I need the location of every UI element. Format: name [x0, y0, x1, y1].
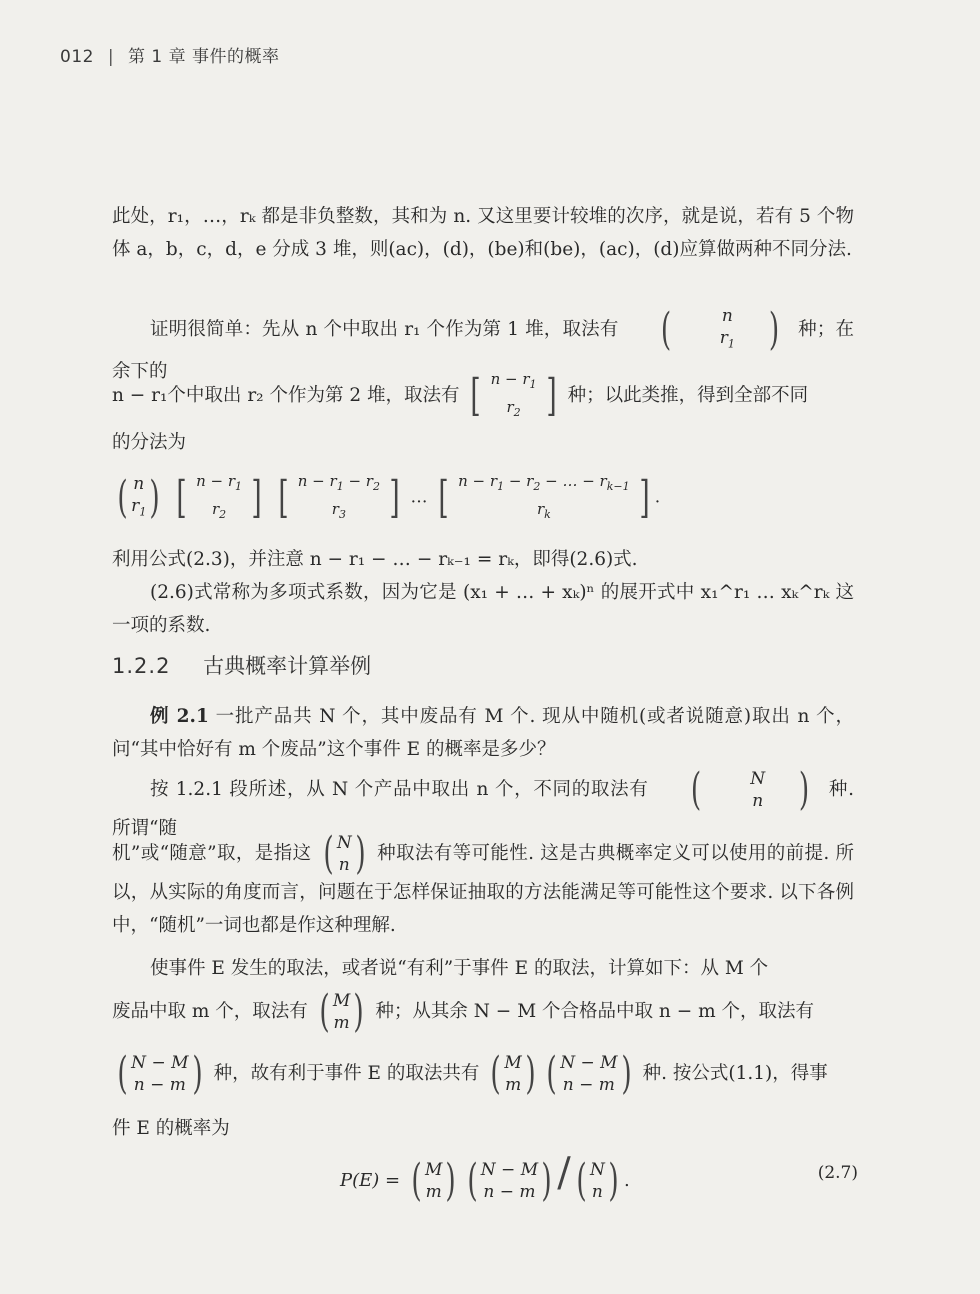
running-header — [60, 42, 280, 67]
binomial-NM-nm-2: ( N − M n − m ) — [546, 1048, 632, 1099]
paragraph-proof-3: 的分法为 — [112, 432, 187, 453]
paragraph-probability-intro: 件 E 的概率为 — [112, 1118, 230, 1139]
product-dots: … — [410, 487, 428, 508]
random-text-b: 种取法有等可能性. 这是古典概率定义可以使用的前提. 所以，从实际的角度而言，问题在于怎样保证抽取的方法能满足等可能性这个要求. 以下各例中，“随机”一词也都是作这种理解. — [112, 843, 855, 936]
paragraph-proof-2 — [112, 368, 854, 424]
paragraph-total-favorable — [112, 1048, 854, 1099]
binomial-N-n: ( N n ) — [690, 764, 810, 815]
paragraph-using-formula: 利用公式(2.3)，并注意 n − r₁ − … − rₖ₋₁ = rₖ，即得(2.6)式. — [112, 549, 638, 570]
paragraph-favorable: 使事件 E 发生的取法，或者说“有利”于事件 E 的取法，计算如下：从 M 个 — [150, 958, 769, 979]
proof-text-d: 种；以此类推，得到全部不同 — [567, 385, 809, 406]
proof-text-b: 种；在余下的 — [112, 319, 854, 383]
probability-formula: P(E) = ( M m ) ( N − M n − m ) / ( N n ) . — [340, 1150, 630, 1206]
formula-binom-M-m: ( M m ) — [411, 1155, 457, 1206]
paragraph-random-meaning — [112, 828, 855, 942]
binomial-N-n-2: ( N n ) — [323, 828, 366, 879]
selection-text-b: 种. 所谓“随 — [112, 779, 854, 839]
total-text-b: 种. 按公式(1.1)，得事 — [642, 1063, 828, 1084]
random-text-a: 机”或“随意”取，是指这 — [112, 843, 312, 864]
proof-text-a: 证明很简单：先从 n 个中取出 r₁ 个作为第 1 堆，取法有 — [150, 319, 619, 341]
chapter-title: 第 1 章 事件的概率 — [128, 47, 280, 67]
factor-3: [ $n - r_1 - r_2$ $r_3$ ] — [278, 472, 400, 523]
formula-divide: / — [557, 1150, 571, 1196]
page-number: 012 — [60, 47, 94, 67]
defective-text-a: 废品中取 m 个，取法有 — [112, 1001, 308, 1022]
paragraph-definition: 此处，r₁，…，rₖ 都是非负整数，其和为 n. 又这里要计较堆的次序，就是说，若有 5 个物体 a，b，c，d，e 分成 3 堆，则(ac)，(d)，(be)和(be)，(ac)，(d)应算做两种不同分法. — [112, 206, 854, 260]
defective-text-b: 种；从其余 N − M 个合格品中取 n − m 个，取法有 — [375, 1001, 814, 1022]
proof-text-c: n − r₁个中取出 r₂ 个作为第 2 堆，取法有 — [112, 385, 460, 406]
example-paragraph — [112, 700, 854, 766]
header-separator: | — [107, 47, 115, 67]
example-label: 例 2.1 — [150, 706, 209, 727]
binomial-M-m-2: ( M m ) — [490, 1048, 536, 1099]
equation-number: (2.7) — [817, 1163, 858, 1183]
binomial-M-m: ( M m ) — [319, 986, 365, 1037]
formula-binom-N-n: ( N n ) — [576, 1155, 619, 1206]
formula-binom-NM-nm: ( N − M n − m ) — [467, 1155, 552, 1206]
section-heading — [112, 650, 371, 680]
paragraph-multinomial-coefficient: (2.6)式常称为多项式系数，因为它是 (x₁ + … + xₖ)ⁿ 的展开式中 x₁^r₁ … xₖ^rₖ 这一项的系数. — [112, 582, 854, 636]
section-number: 1.2.2 — [112, 654, 171, 678]
binomial-NM-nm: ( N − M n − m ) — [117, 1048, 203, 1099]
factor-k: [ $n - r_1 - r_2$ − … − $r_{k-1}$ $r_k$ ] — [438, 472, 650, 523]
example-text: 一批产品共 N 个，其中废品有 M 个. 现从中随机(或者说随意)取出 n 个，问“其中恰好有 m 个废品”这个事件 E 的概率是多少？ — [112, 706, 854, 760]
formula-lhs: P(E) = — [340, 1170, 401, 1191]
selection-text-a: 按 1.2.1 段所述，从 N 个产品中取出 n 个，不同的取法有 — [150, 779, 649, 800]
binomial-n-r1: ( n $r_1$ ) — [660, 304, 780, 356]
factor-1: ( n $r_1$ ) — [117, 471, 161, 523]
section-title: 古典概率计算举例 — [203, 654, 372, 678]
paragraph-defective — [112, 986, 854, 1037]
multinomial-product-formula: ( n $r_1$ ) [ $n - r_1$ $r_2$ ] [ $n - r_1 - r_2$ $r_3$ ] … [ $n - r_1 - r_2$ − … − $r_{k-1}$ $r_k$ ] . — [112, 470, 854, 526]
total-text-a: 种，故有利于事件 E 的取法共有 — [213, 1063, 480, 1084]
factor-2: [ $n - r_1$ $r_2$ ] — [176, 472, 262, 523]
bracket-n-minus-r1: [ $n - r_1$ $r_2$ ] — [470, 370, 557, 421]
